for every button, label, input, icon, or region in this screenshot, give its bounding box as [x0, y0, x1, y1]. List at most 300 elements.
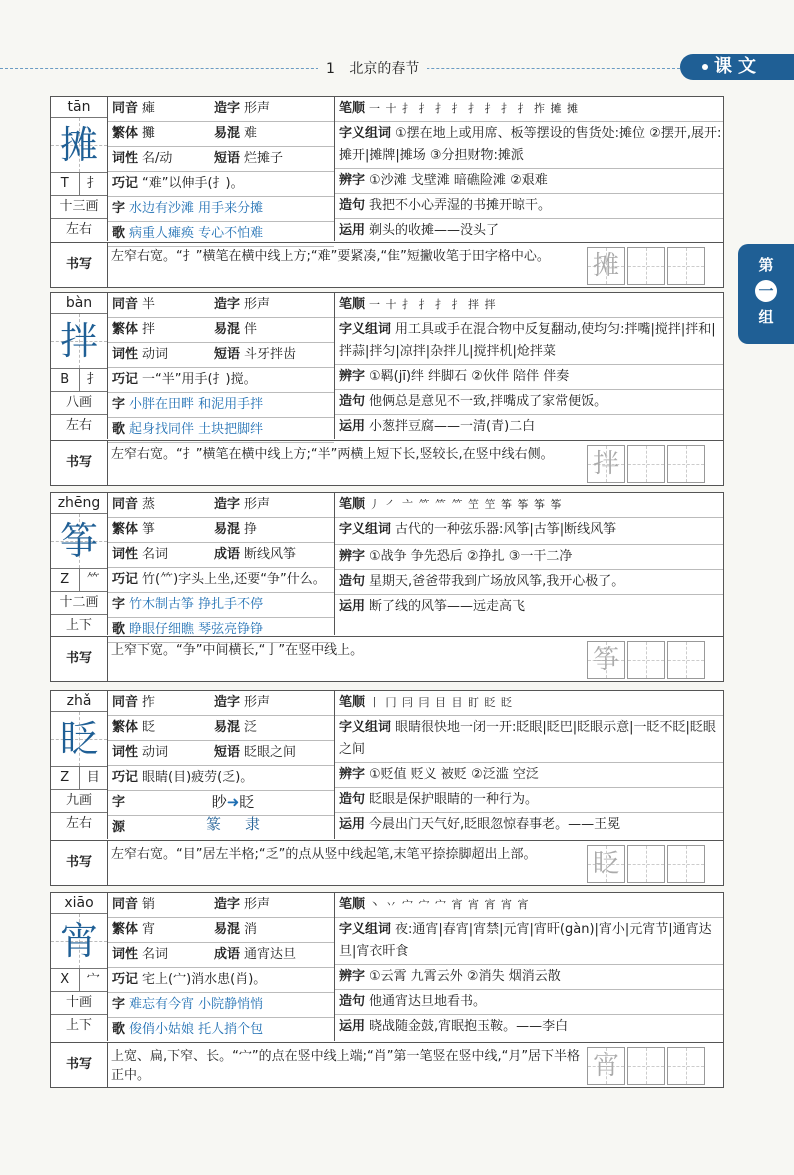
zuci-value: 用工具或手在混合物中反复翻动,使均匀:拌嘴|搅拌|拌和|拌蒜|拌匀|凉拌|杂拌儿|搅拌机|炝拌菜 [339, 322, 716, 359]
writing-text: 左窄右宽。“目”居左半格;“乏”的点从竖中线起笔,末笔平捺捺脚超出上部。 [111, 847, 537, 862]
structure: 上下 [65, 618, 92, 633]
section-label: 课文 [714, 56, 762, 77]
cixing-value: 名/动 [142, 151, 173, 166]
bishun-row [335, 893, 723, 918]
pinyin: bàn [65, 295, 93, 311]
practice-cell [587, 247, 625, 285]
char-box [51, 711, 107, 766]
yihun-label: 易混 [214, 922, 241, 937]
char-usage-column [335, 691, 723, 839]
lesson-number: 1 [326, 61, 335, 77]
qiaoji-value: 竹(⺮)字头上坐,还要“争”什么。 [142, 572, 326, 587]
zi-value: 竹木制古筝 挣扎手不停 [129, 597, 264, 612]
practice-char: 筝 [592, 645, 619, 675]
cixing-value: 动词 [142, 745, 169, 760]
practice-char: 拌 [592, 449, 619, 479]
bishun-row [335, 97, 723, 122]
char-left-column [51, 293, 108, 439]
tongyin-label: 同音 [112, 897, 139, 912]
char-info-column [108, 691, 335, 839]
yihun-value: 消 [244, 922, 258, 937]
yunyong-label: 运用 [339, 817, 366, 832]
strokes-row [51, 789, 107, 812]
char-box [51, 913, 107, 968]
structure: 左右 [65, 816, 92, 831]
fanti-row [108, 716, 334, 741]
phrase-label: 短语 [214, 745, 241, 760]
cixing-row [108, 343, 334, 368]
strokes-row [51, 991, 107, 1014]
yihun-value: 泛 [244, 720, 258, 735]
char: 筝 [59, 519, 98, 563]
zuci-row [335, 518, 723, 545]
practice-cell [627, 845, 665, 883]
cixing-row [108, 543, 334, 568]
zuci-row [335, 918, 723, 965]
zaozi-value: 形声 [244, 101, 271, 116]
practice-cell [627, 445, 665, 483]
char: 眨 [59, 717, 98, 761]
zuci-value: 眼睛很快地一闭一开:眨眼|眨巴|眨眼示意|一眨不眨|眨眼之间 [339, 720, 716, 757]
pinyin: tān [67, 99, 91, 115]
tongyin-label: 同音 [112, 297, 139, 312]
char-usage-column [335, 493, 723, 635]
initial-letter: X [60, 972, 70, 987]
phrase-value: 眨眼之间 [244, 745, 297, 760]
char: 拌 [59, 319, 98, 363]
yunyong-row [335, 219, 723, 243]
tongyin-value: 拃 [142, 695, 156, 710]
tongyin-label: 同音 [112, 695, 139, 710]
pinyin: zhǎ [66, 693, 92, 709]
zaozi-label: 造字 [214, 497, 241, 512]
qiaoji-label: 巧记 [112, 176, 139, 191]
structure-row [51, 414, 107, 437]
zi-value: 水边有沙滩 用手来分摊 [129, 201, 264, 216]
bishun-value: 丶 丷 宀 宀 宀 宵 宵 宵 宵 宵 [369, 898, 530, 911]
bishun-row [335, 691, 723, 716]
writing-label: 书写 [51, 637, 108, 681]
ge-label: 源 [112, 820, 126, 835]
initial-letter: T [60, 176, 69, 191]
phrase-value: 斗牙拌齿 [244, 347, 297, 362]
writing-guide [51, 242, 723, 287]
zaoju-row [335, 194, 723, 219]
structure-row [51, 1014, 107, 1037]
fanti-row [108, 318, 334, 343]
dot-icon [702, 64, 708, 70]
yihun-value: 挣 [244, 522, 258, 537]
practice-grid [587, 641, 723, 679]
writing-text: 上宽、扁,下窄、长。“宀”的点在竖中线上端;“肖”第一笔竖在竖中线,“月”居下半格正中。 [111, 1049, 581, 1083]
ge-row [108, 1018, 334, 1043]
radical: 目 [86, 770, 100, 785]
tongyin-row [108, 493, 334, 518]
yunyong-value: 剃头的收摊——没头了 [369, 223, 500, 238]
bianzi-row [335, 365, 723, 390]
qiaoji-row [108, 766, 334, 791]
practice-cell [627, 1047, 665, 1085]
bishun-value: 一 十 扌 扌 扌 扌 拌 拌 [369, 298, 497, 311]
fanti-value: 拌 [142, 322, 156, 337]
section-badge [680, 54, 794, 80]
phrase-label: 短语 [214, 151, 241, 166]
zaoju-value: 他通宵达旦地看书。 [369, 994, 487, 1009]
zi-row [108, 593, 334, 618]
char-card-2 [50, 492, 724, 682]
zaoju-label: 造句 [339, 198, 366, 213]
fanti-row [108, 918, 334, 943]
ge-label: 歌 [112, 622, 126, 637]
phrase-value: 断线风筝 [244, 547, 297, 562]
char-card-4 [50, 892, 724, 1088]
zuci-value: 夜:通宵|春宵|宵禁|元宵|宵旰(gàn)|宵小|元宵节|通宵达旦|宵衣旰食 [339, 922, 712, 959]
bishun-label: 笔顺 [339, 897, 366, 912]
zuci-label: 字义组词 [339, 322, 392, 337]
yihun-value: 难 [244, 126, 258, 141]
bianzi-value: ①战争 争先恐后 ②挣扎 ③一干二净 [369, 549, 573, 564]
practice-grid [587, 845, 723, 883]
group-tab [738, 244, 794, 344]
etymology-to: 眨 [239, 793, 255, 811]
header-bar [0, 58, 794, 78]
char-card-1 [50, 292, 724, 486]
qiaoji-value: 宅上(宀)消水患(肖)。 [142, 972, 267, 987]
fanti-row [108, 518, 334, 543]
char-info-column [108, 893, 335, 1041]
bianzi-value: ①贬值 贬义 被贬 ②泛滥 空泛 [369, 767, 539, 782]
yunyong-row [335, 415, 723, 439]
cixing-row [108, 741, 334, 766]
practice-cell [667, 641, 705, 679]
writing-guide [51, 636, 723, 681]
tongyin-row [108, 293, 334, 318]
strokes-row [51, 391, 107, 414]
writing-text: 左窄右宽。“扌”横笔在横中线上方;“半”两横上短下长,竖较长,在竖中线右侧。 [111, 447, 554, 462]
qiaoji-row [108, 568, 334, 593]
zi-label: 字 [112, 597, 126, 612]
practice-cell [667, 845, 705, 883]
zaoju-label: 造句 [339, 792, 366, 807]
char-card-0 [50, 96, 724, 288]
tongyin-value: 半 [142, 297, 156, 312]
zi-label: 字 [112, 997, 126, 1012]
ge-label: 歌 [112, 226, 126, 241]
tongyin-value: 销 [142, 897, 156, 912]
tongyin-label: 同音 [112, 497, 139, 512]
ge-label: 歌 [112, 422, 126, 437]
stroke-count: 八画 [65, 395, 92, 410]
zuci-row [335, 318, 723, 365]
initial-letter: Z [60, 572, 70, 587]
yunyong-value: 今晨出门天气好,眨眼忽惊春事老。——王冕 [369, 817, 621, 832]
bianzi-label: 辨字 [339, 767, 366, 782]
ge-value: 起身找同伴 土块把脚绊 [129, 422, 264, 437]
etymology-from: 眇 [211, 793, 227, 811]
tongyin-row [108, 97, 334, 122]
bishun-value: 丨 冂 冃 冃 目 目 盯 眨 眨 [369, 696, 513, 709]
structure-row [51, 614, 107, 637]
zi-row [108, 393, 334, 418]
qiaoji-row [108, 968, 334, 993]
bianzi-label: 辨字 [339, 549, 366, 564]
zaoju-row [335, 570, 723, 595]
qiaoji-label: 巧记 [112, 372, 139, 387]
qiaoji-value: 眼睛(目)疲劳(乏)。 [142, 770, 254, 785]
bianzi-row [335, 545, 723, 570]
bishun-value: 一 十 扌 扌 扌 扌 扌 扌 扌 扌 拃 摊 摊 [369, 102, 579, 115]
zaoju-label: 造句 [339, 994, 366, 1009]
cixing-value: 名词 [142, 547, 169, 562]
practice-grid [587, 247, 723, 285]
pinyin: zhēng [57, 495, 101, 511]
index-row [51, 968, 107, 991]
stroke-count: 十二画 [59, 595, 99, 610]
tongyin-row [108, 691, 334, 716]
bishun-label: 笔顺 [339, 695, 366, 710]
writing-label: 书写 [51, 841, 108, 885]
zuci-row [335, 122, 723, 169]
bishun-row [335, 493, 723, 518]
radical: ⺮ [86, 572, 100, 587]
cixing-label: 词性 [112, 347, 139, 362]
radical: 宀 [86, 972, 100, 987]
zaozi-label: 造字 [214, 695, 241, 710]
zaozi-value: 形声 [244, 497, 271, 512]
zaozi-label: 造字 [214, 897, 241, 912]
stroke-count: 九画 [65, 793, 92, 808]
zuci-row [335, 716, 723, 763]
zaoju-value: 他俩总是意见不一致,拌嘴成了家常便饭。 [369, 394, 608, 409]
stroke-count: 十三画 [59, 199, 99, 214]
fanti-label: 繁体 [112, 322, 139, 337]
char-usage-column [335, 293, 723, 439]
lesson-name: 北京的春节 [349, 61, 420, 77]
char: 宵 [59, 919, 98, 963]
zaoju-value: 眨眼是保护眼睛的一种行为。 [369, 792, 539, 807]
yihun-label: 易混 [214, 126, 241, 141]
yihun-value: 伴 [244, 322, 258, 337]
cixing-label: 词性 [112, 745, 139, 760]
practice-cell [587, 1047, 625, 1085]
practice-grid [587, 445, 723, 483]
fanti-label: 繁体 [112, 522, 139, 537]
bianzi-label: 辨字 [339, 969, 366, 984]
char-info-column [108, 493, 335, 635]
group-tab-number: 一 [755, 280, 777, 302]
phrase-label: 短语 [214, 347, 241, 362]
practice-char: 摊 [592, 251, 619, 281]
char-left-column [51, 893, 108, 1041]
zaozi-value: 形声 [244, 297, 271, 312]
practice-cell [667, 247, 705, 285]
char-card-3 [50, 690, 724, 886]
ge-label: 歌 [112, 1022, 126, 1037]
yunyong-value: 断了线的风筝——远走高飞 [369, 599, 526, 614]
writing-guide [51, 1042, 723, 1087]
writing-label: 书写 [51, 441, 108, 485]
zuci-value: ①摆在地上或用席、板等摆设的售货处:摊位 ②摆开,展开:摊开|摊牌|摊场 ③分担财物:摊派 [339, 126, 722, 163]
initial-letter: Z [60, 770, 70, 785]
practice-cell [627, 641, 665, 679]
writing-guide [51, 840, 723, 885]
cixing-row [108, 943, 334, 968]
strokes-row [51, 195, 107, 218]
ge-value: 睁眼仔细瞧 琴弦亮铮铮 [129, 622, 264, 637]
clerical-label: 隶 [245, 815, 261, 833]
group-tab-bottom: 组 [758, 308, 774, 326]
tongyin-value: 蒸 [142, 497, 156, 512]
tongyin-row [108, 893, 334, 918]
char-box [51, 117, 107, 172]
structure-row [51, 812, 107, 835]
practice-cell [587, 845, 625, 883]
yihun-label: 易混 [214, 522, 241, 537]
char-left-column [51, 493, 108, 635]
zaozi-value: 形声 [244, 695, 271, 710]
etymology: 眇➜眨 篆 隶 [205, 793, 261, 833]
cixing-label: 词性 [112, 547, 139, 562]
zuci-label: 字义组词 [339, 922, 392, 937]
zi-row [108, 791, 334, 833]
char-usage-column [335, 893, 723, 1041]
yihun-label: 易混 [214, 322, 241, 337]
zaoju-label: 造句 [339, 574, 366, 589]
zaoju-row [335, 390, 723, 415]
structure: 上下 [65, 1018, 92, 1033]
tongyin-value: 瘫 [142, 101, 156, 116]
structure-row [51, 218, 107, 241]
char-info-column [108, 97, 335, 241]
practice-cell [627, 247, 665, 285]
yunyong-label: 运用 [339, 1019, 366, 1034]
seal-label: 篆 [205, 815, 221, 833]
yunyong-row [335, 1015, 723, 1039]
zaoju-label: 造句 [339, 394, 366, 409]
zaoju-row [335, 788, 723, 813]
char-left-column [51, 97, 108, 241]
zuci-value: 古代的一种弦乐器:风筝|古筝|断线风筝 [395, 522, 617, 537]
cixing-row [108, 147, 334, 172]
bishun-value: 丿 ㇒ 亠 ⺮ ⺮ ⺮ 笁 笁 筝 筝 筝 筝 [369, 498, 563, 511]
cixing-value: 动词 [142, 347, 169, 362]
qiaoji-row [108, 172, 334, 197]
zi-value: 小胖在田畔 和泥用手拌 [129, 397, 264, 412]
bishun-row [335, 293, 723, 318]
practice-grid [587, 1047, 723, 1085]
cixing-label: 词性 [112, 947, 139, 962]
tongyin-label: 同音 [112, 101, 139, 116]
yunyong-row [335, 813, 723, 837]
yunyong-label: 运用 [339, 599, 366, 614]
qiaoji-label: 巧记 [112, 770, 139, 785]
char-info-column [108, 293, 335, 439]
qiaoji-row [108, 368, 334, 393]
zuci-label: 字义组词 [339, 126, 392, 141]
ge-value: 病重人瘫痪 专心不怕难 [129, 226, 264, 241]
phrase-value: 通宵达旦 [244, 947, 297, 962]
zi-value: 难忘有今宵 小院静悄悄 [129, 997, 264, 1012]
char: 摊 [59, 123, 98, 167]
char-box [51, 513, 107, 568]
strokes-row [51, 591, 107, 614]
fanti-value: 箏 [142, 522, 156, 537]
bishun-label: 笔顺 [339, 297, 366, 312]
bianzi-value: ①羁(jī)绊 绊脚石 ②伙伴 陪伴 伴奏 [369, 369, 570, 384]
char-usage-column [335, 97, 723, 241]
zaoju-row [335, 990, 723, 1015]
writing-label: 书写 [51, 243, 108, 287]
pinyin: xiāo [64, 895, 94, 911]
qiaoji-value: 一“半”用手(扌)搅。 [142, 372, 257, 387]
radical: 扌 [86, 372, 100, 387]
cixing-value: 名词 [142, 947, 169, 962]
fanti-value: 眨 [142, 720, 156, 735]
fanti-label: 繁体 [112, 126, 139, 141]
zi-label: 字 [112, 795, 126, 810]
yunyong-label: 运用 [339, 419, 366, 434]
index-row [51, 568, 107, 591]
writing-text: 上窄下宽。“争”中间横长,“亅”在竖中线上。 [111, 643, 364, 658]
zaoju-value: 星期天,爸爸带我到广场放风筝,我开心极了。 [369, 574, 625, 589]
zuci-label: 字义组词 [339, 522, 392, 537]
zaozi-label: 造字 [214, 297, 241, 312]
group-tab-top: 第 [758, 256, 774, 274]
yunyong-value: 小葱拌豆腐——一清(青)二白 [369, 419, 536, 434]
char-left-column [51, 691, 108, 839]
bianzi-row [335, 763, 723, 788]
yunyong-value: 晓战随金鼓,宵眠抱玉鞍。——李白 [369, 1019, 569, 1034]
zi-row [108, 197, 334, 222]
bianzi-row [335, 169, 723, 194]
yihun-label: 易混 [214, 720, 241, 735]
fanti-row [108, 122, 334, 147]
initial-letter: B [60, 372, 70, 387]
index-row [51, 172, 107, 195]
bianzi-label: 辨字 [339, 173, 366, 188]
yunyong-label: 运用 [339, 223, 366, 238]
cixing-label: 词性 [112, 151, 139, 166]
writing-guide [51, 440, 723, 485]
zi-label: 字 [112, 201, 126, 216]
bianzi-value: ①云霄 九霄云外 ②消失 烟消云散 [369, 969, 561, 984]
qiaoji-label: 巧记 [112, 972, 139, 987]
char-box [51, 313, 107, 368]
zuci-label: 字义组词 [339, 720, 392, 735]
structure: 左右 [65, 418, 92, 433]
zi-row [108, 993, 334, 1018]
practice-char: 眨 [592, 849, 619, 879]
phrase-label: 成语 [214, 947, 241, 962]
phrase-value: 烂摊子 [244, 151, 284, 166]
practice-cell [667, 1047, 705, 1085]
writing-label: 书写 [51, 1043, 108, 1087]
index-row [51, 368, 107, 391]
bishun-label: 笔顺 [339, 497, 366, 512]
zaozi-label: 造字 [214, 101, 241, 116]
qiaoji-label: 巧记 [112, 572, 139, 587]
fanti-label: 繁体 [112, 922, 139, 937]
practice-cell [587, 445, 625, 483]
phrase-label: 成语 [214, 547, 241, 562]
index-row [51, 766, 107, 789]
bishun-label: 笔顺 [339, 101, 366, 116]
lesson-title [318, 58, 427, 78]
ge-value: 俊俏小姑娘 托人捎个包 [129, 1022, 264, 1037]
bianzi-value: ①沙滩 戈壁滩 暗礁险滩 ②艰难 [369, 173, 548, 188]
yunyong-row [335, 595, 723, 619]
bianzi-row [335, 965, 723, 990]
